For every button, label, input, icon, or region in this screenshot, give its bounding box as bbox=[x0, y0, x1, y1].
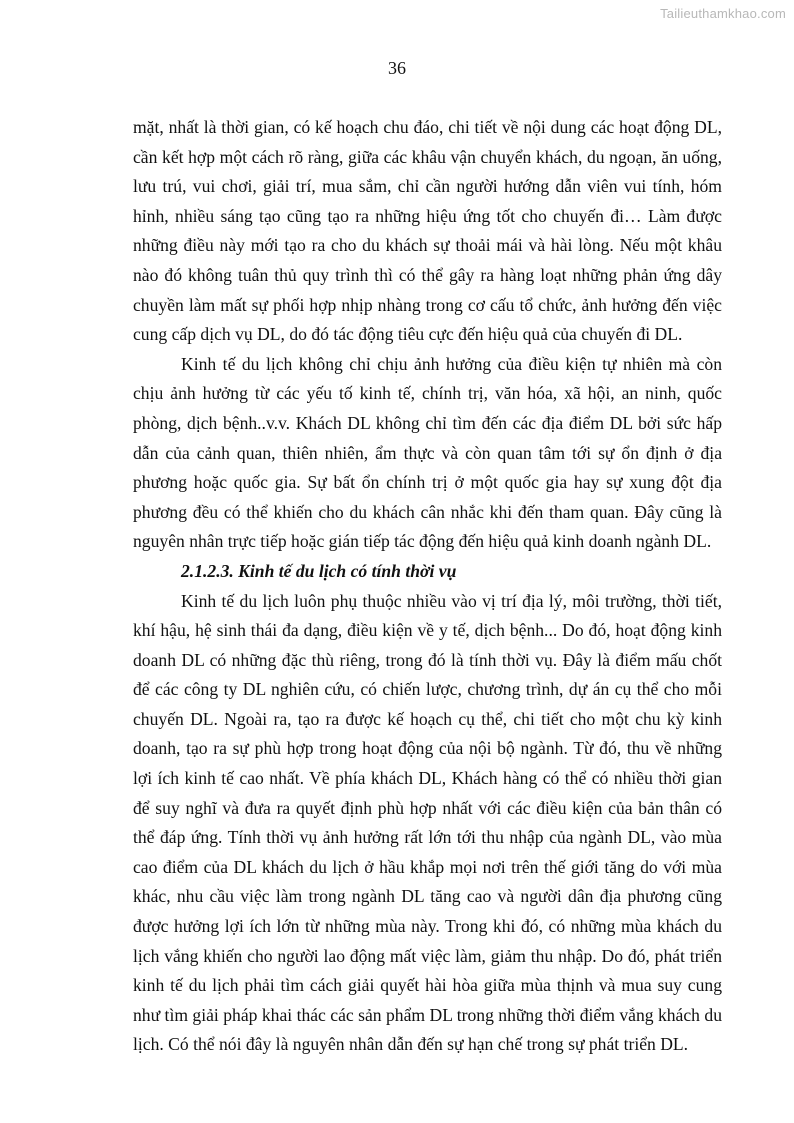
paragraph-factors: Kinh tế du lịch không chỉ chịu ảnh hưởng của điều kiện tự nhiên mà còn chịu ảnh hưởng từ các yếu tố kinh tế, chính trị, văn hóa, xã hội, an ninh, quốc phòng, dịch bệnh..v.v. Khách DL không chỉ tìm đến các địa điểm DL bởi sức hấp dẫn của cảnh quan, thiên nhiên, ẩm thực và còn quan tâm tới sự ổn định ở địa phương hoặc quốc gia. Sự bất ổn chính trị ở một quốc gia hay sự xung đột địa phương đều có thể khiến cho du khách cân nhắc khi đến tham quan. Đây cũng là nguyên nhân trực tiếp hoặc gián tiếp tác động đến hiệu quả kinh doanh ngành DL. bbox=[133, 353, 722, 552]
paragraph-seasonality: Kinh tế du lịch luôn phụ thuộc nhiều vào vị trí địa lý, môi trường, thời tiết, khí hậu, hệ sinh thái đa dạng, điều kiện về y tế, dịch bệnh... Do đó, hoạt động kinh doanh DL có những đặc thù riêng, trong đó là tính thời vụ. Đây là điểm mấu chốt để các công ty DL nghiên cứu, có chiến lược, chương trình, dự án cụ thể cho mỗi chuyến DL. Ngoài ra, tạo ra được kế hoạch cụ thể, chi tiết cho một chu kỳ kinh doanh, tạo ra sự phù hợp trong hoạt động của nội bộ ngành. Từ đó, thu về những lợi ích kinh tế cao nhất. Về phía khách DL, Khách hàng có thể có nhiều thời gian để suy nghĩ và đưa ra quyết định phù hợp nhất với các điều kiện của bản thân có thể đáp ứng. Tính thời vụ ảnh hưởng rất lớn tới thu nhập của ngành DL, vào mùa cao điểm của DL khách du lịch ở hầu khắp mọi nơi trên thế giới tăng do với mùa khác, nhu cầu việc làm trong ngành DL tăng cao và người dân địa phương cũng được hưởng lợi ích lớn từ những mùa này. Trong khi đó, có những mùa khách du lịch vắng khiến cho người lao động mất việc làm, giảm thu nhập. Do đó, phát triển kinh tế du lịch phải tìm cách giải quyết hài hòa giữa mùa thịnh và mua suy cung như tìm giải pháp khai thác các sản phẩm DL trong những thời điểm vắng khách du lịch. Có thể nói đây là nguyên nhân dẫn đến sự hạn chế trong sự phát triển DL. bbox=[133, 590, 722, 1055]
page-number: 36 bbox=[388, 58, 406, 78]
page-body bbox=[133, 113, 722, 1060]
section-heading: 2.1.2.3. Kinh tế du lịch có tính thời vụ bbox=[181, 560, 457, 581]
paragraph-continuation: mặt, nhất là thời gian, có kế hoạch chu đáo, chi tiết về nội dung các hoạt động DL, cần kết hợp một cách rõ ràng, giữa các khâu vận chuyển khách, du ngoạn, ăn uống, lưu trú, vui chơi, giải trí, mua sắm, chỉ cần người hướng dẫn viên vui tính, hóm hỉnh, nhiều sáng tạo cũng tạo ra những hiệu ứng tốt cho chuyến đi… Làm được những điều này mới tạo ra cho du khách sự thoải mái và hài lòng. Nếu một khâu nào đó không tuân thủ quy trình thì có thể gây ra hàng loạt những phản ứng dây chuyền làm mất sự phối hợp nhịp nhàng trong cơ cấu tổ chức, ảnh hưởng đến việc cung cấp dịch vụ DL, do đó tác động tiêu cực đến hiệu quả của chuyến đi DL. bbox=[133, 117, 722, 345]
watermark: Tailieuthamkhao.com bbox=[660, 6, 786, 21]
